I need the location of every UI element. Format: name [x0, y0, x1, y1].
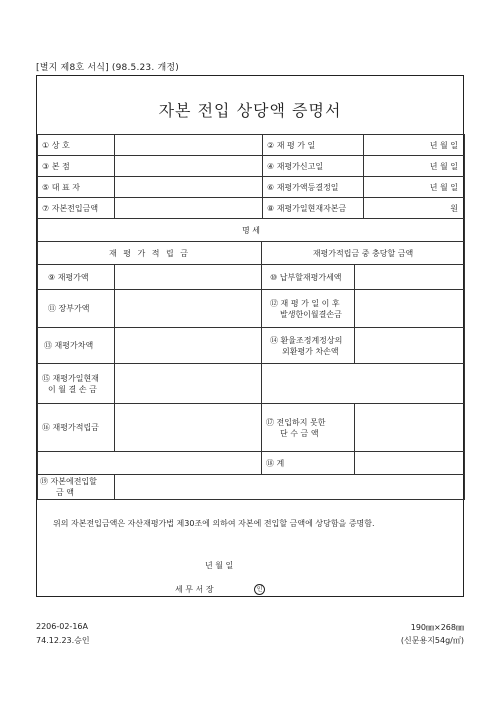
label-fraction-line2: 단 수 금 액: [280, 428, 319, 438]
label-carryover-loss: [37, 363, 115, 404]
label-decision-date: ⑥ 재평가액등결정일: [262, 176, 364, 198]
certificate-form: [36, 75, 464, 597]
label-fraction-line1: ⑰ 전입하지 못한: [266, 417, 326, 427]
label-carryover-loss-line2: 이 월 결 손 금: [48, 384, 97, 394]
field-post-loss: [354, 289, 465, 328]
label-revaluation-diff: ⑬ 재평가차액: [37, 327, 115, 364]
field-capital-amount: [114, 474, 465, 500]
footer-paper: (신문용지54g/㎡): [400, 636, 464, 645]
form-header: [별지 제8호 서식] (98.5.23. 개정): [36, 63, 179, 73]
label-carryover-loss-line1: ⑮ 재평가일현재: [42, 373, 99, 383]
field-decision-date: 년 월 일: [363, 176, 465, 198]
col-header-left: 재 평 가 적 립 금: [37, 241, 262, 265]
label-company: ① 상 호: [37, 134, 115, 156]
sign-date: 년 월 일: [205, 561, 234, 570]
label-revaluation-amount: ⑨ 재평가액: [37, 264, 115, 290]
certification-statement: 위의 자본전입금액은 자산재평가법 제30조에 의하여 자본에 전입할 금액에 상당함을 증명함.: [53, 519, 375, 528]
label-head-office: ③ 본 점: [37, 155, 115, 177]
label-capital-at-date: ⑧ 재평가일현재자본금: [262, 197, 364, 219]
label-capital-amount-line2: 금 액: [56, 488, 74, 497]
field-representative: [114, 176, 263, 198]
label-post-loss-line2: 발생한이월결손금: [280, 309, 342, 319]
field-revaluation-diff: [114, 327, 262, 364]
label-total: ⑱ 계: [261, 451, 355, 475]
field-fx-loss: [354, 327, 465, 364]
blank-left-18: [37, 451, 262, 475]
field-capital-transfer: [114, 197, 263, 219]
field-book-value: [114, 289, 262, 328]
field-company: [114, 134, 263, 156]
label-post-loss-line1: ⑫ 재 평 가 일 이 후: [270, 298, 340, 308]
seal-icon: 인: [254, 584, 265, 595]
field-carryover-loss: [114, 363, 262, 404]
sign-office: [175, 584, 265, 595]
section-details-title: 명 세: [37, 218, 465, 242]
label-book-value: ⑪ 장부가액: [37, 289, 115, 328]
label-report-date: ④ 재평가신고일: [262, 155, 364, 177]
field-revaluation-reserve: [114, 403, 262, 452]
field-revaluation-tax: [354, 264, 465, 290]
footer-approval: 74.12.23.승인: [36, 636, 90, 645]
footer-size: 190㎜×268㎜: [410, 623, 464, 632]
label-revaluation-date: ② 재 평 가 일: [262, 134, 364, 156]
label-capital-amount: [37, 474, 115, 500]
field-report-date: 년 월 일: [363, 155, 465, 177]
field-revaluation-amount: [114, 264, 262, 290]
label-post-loss: [261, 289, 355, 328]
label-revaluation-tax: ⑩ 납부할재평가세액: [261, 264, 355, 290]
col-header-right: 재평가적립금 중 충당할 금액: [261, 241, 465, 265]
label-fx-loss-line2: 외환평가 차손액: [282, 346, 339, 356]
field-total: [354, 451, 465, 475]
footer-code: 2206-02-16A: [36, 622, 88, 631]
blank-right: [261, 363, 465, 404]
field-head-office: [114, 155, 263, 177]
field-fraction: [354, 403, 465, 452]
form-title: 자본 전입 상당액 증명서: [158, 101, 342, 120]
label-revaluation-reserve: ⑯ 재평가적립금: [37, 403, 115, 452]
field-revaluation-date: 년 월 일: [363, 134, 465, 156]
label-fraction: [261, 403, 355, 452]
field-capital-at-date: 원: [363, 197, 465, 219]
label-capital-amount-line1: ⑲ 자본에전입할: [40, 477, 97, 486]
label-capital-transfer: ⑦ 자본전입금액: [37, 197, 115, 219]
label-representative: ⑤ 대 표 자: [37, 176, 115, 198]
label-fx-loss: [261, 327, 355, 364]
sign-office-label: 세 무 서 장: [175, 585, 214, 594]
label-fx-loss-line1: ⑭ 환율조정계정상의: [270, 335, 343, 345]
